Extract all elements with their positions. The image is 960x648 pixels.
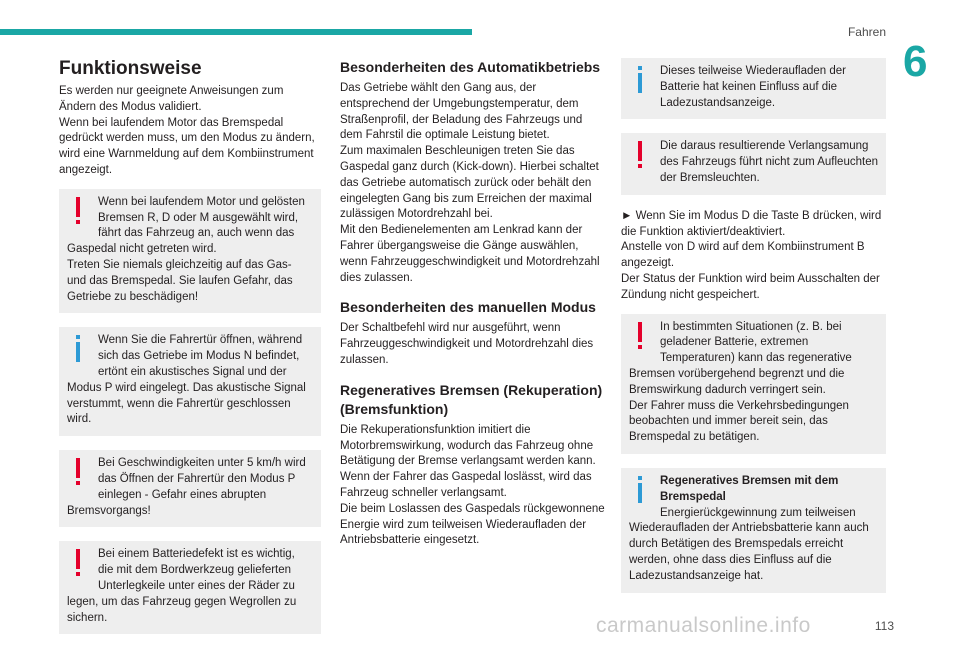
exclamation-icon xyxy=(67,197,89,227)
exclamation-icon xyxy=(67,549,89,579)
intro-paragraph: Es werden nur geeignete Anweisungen zum Ändern des Modus validiert. Wenn bei laufendem Motor das Bremspedal gedrückt werden muss, um den Modus zu ändern, wird eine Warnmeldung auf dem Kombiinstrument angezeigt. xyxy=(59,85,315,176)
watermark: carmanualsonline.info xyxy=(596,614,811,637)
warning-box xyxy=(59,189,321,314)
info-icon xyxy=(629,66,651,96)
info-box xyxy=(59,327,321,436)
exclamation-icon xyxy=(67,458,89,488)
heading-manueller-modus: Besonderheiten des manuellen Modus xyxy=(340,299,596,316)
info-box xyxy=(621,58,886,119)
warning-text: Die daraus resultierende Verlangsamung des Fahrzeugs führt nicht zum Aufleuchten der Bremsleuchten. xyxy=(660,140,878,184)
paragraph-automatikbetrieb: Das Getriebe wählt den Gang aus, der entsprechend der Umgebungstemperatur, dem Straßenprofil, der Beladung des Fahrzeugs und dem Fahrstil die optimale Leistung bietet. Zum maximalen Beschleunigen treten Sie das Gaspedal ganz durch (Kick-down). Hierbei schaltet das Getriebe automatisch zurück oder behält den eingelegten Gang bis zum Erreichen der maximal zulässigen Motordrehzahl bei. Mit den Bedienelementen am Lenkrad kann der Fahrer übergangsweise die Gänge auswählen, wenn Fahrzeuggeschwindigkeit und Motordrehzahl dies zulassen. xyxy=(340,82,600,284)
section-title: Fahren xyxy=(847,25,886,39)
heading-regeneratives-bremsen: Regeneratives Bremsen (Rekuperation) (Bremsfunktion) xyxy=(340,381,603,417)
warning-box xyxy=(621,314,886,454)
warning-box xyxy=(59,450,321,527)
page-number: 113 xyxy=(874,619,894,633)
info-text: Wenn Sie die Fahrertür öffnen, während sich das Getriebe im Modus N befindet, ertönt ein akustisches Signal und der Modus P wird eingelegt. Das akustische Signal verstummt, wenn die Fahrertür geschlossen wird. xyxy=(67,334,306,426)
info-text: Dieses teilweise Wiederaufladen der Batterie hat keinen Einfluss auf die Ladezustandsanzeige. xyxy=(660,65,847,109)
action-paragraph: ► Wenn Sie im Modus D die Taste B drücken, wird die Funktion aktiviert/deaktiviert. Anstelle von D wird auf dem Kombiinstrument B angezeigt. Der Status der Funktion wird beim Ausschalten der Zündung nicht gespeichert. xyxy=(621,209,882,301)
exclamation-icon xyxy=(629,322,651,352)
info-text: Energierückgewinnung zum teilweisen Wiederaufladen der Antriebsbatterie kann auch durch Betätigen des Bremspedals erreicht werden, ohne dass dies Einfluss auf die Ladezustandsanzeige hat. xyxy=(629,506,869,582)
info-box-title: Regeneratives Bremsen mit dem Bremspedal xyxy=(660,474,839,503)
info-box xyxy=(621,468,886,593)
warning-text: Bei Geschwindigkeiten unter 5 km/h wird das Öffnen der Fahrertür den Modus P einlegen - Gefahr eines abrupten Bremsvorgangs! xyxy=(67,457,306,517)
heading-funktionsweise: Funktionsweise xyxy=(59,58,202,79)
warning-text: Bei einem Batteriedefekt ist es wichtig, die mit dem Bordwerkzeug gelieferten Unterlegkeile unter eines der Räder zu legen, um das Fahrzeug gegen Wegrollen zu sichern. xyxy=(67,548,297,624)
column-2 xyxy=(340,58,606,549)
column-1 xyxy=(59,58,321,648)
warning-box xyxy=(59,541,321,634)
warning-text: In bestimmten Situationen (z. B. bei geladener Batterie, extremen Temperaturen) kann das regenerative Bremsen vorübergehend begrenzt und die Bremswirkung dadurch verringert sein. Der Fahrer muss die Verkehrsbedingungen beobachten und immer bereit sein, das Bremspedal zu betätigen. xyxy=(629,320,852,444)
chapter-number: 6 xyxy=(903,37,928,86)
info-icon xyxy=(67,335,89,365)
info-icon xyxy=(629,476,651,506)
header-accent-bar xyxy=(0,29,472,35)
warning-text: Wenn bei laufendem Motor und gelösten Bremsen R, D oder M ausgewählt wird, fährt das Fahrzeug an, auch wenn das Gaspedal nicht getreten wird. Treten Sie niemals gleichzeitig auf das Gas- und das Bremspedal. Sie laufen Gefahr, das Getriebe zu beschädigen! xyxy=(67,195,305,303)
exclamation-icon xyxy=(629,141,651,171)
paragraph-manueller-modus: Der Schaltbefehl wird nur ausgeführt, wenn Fahrzeuggeschwindigkeit und Motordrehzahl dies zulassen. xyxy=(340,322,594,366)
column-3 xyxy=(621,58,886,607)
heading-automatikbetrieb: Besonderheiten des Automatikbetriebs xyxy=(340,59,601,75)
paragraph-regeneratives-bremsen: Die Rekuperationsfunktion imitiert die Motorbremswirkung, wodurch das Fahrzeug ohne Betätigung der Bremse verlangsamt werden kann. Wenn der Fahrer das Gaspedal loslässt, wird das Fahrzeug schneller verlangsamt. Die beim Loslassen des Gaspedals rückgewonnene Energie wird zum teilweisen Wiederaufladen der Antriebsbatterie eingesetzt. xyxy=(340,423,605,547)
warning-box xyxy=(621,133,886,194)
